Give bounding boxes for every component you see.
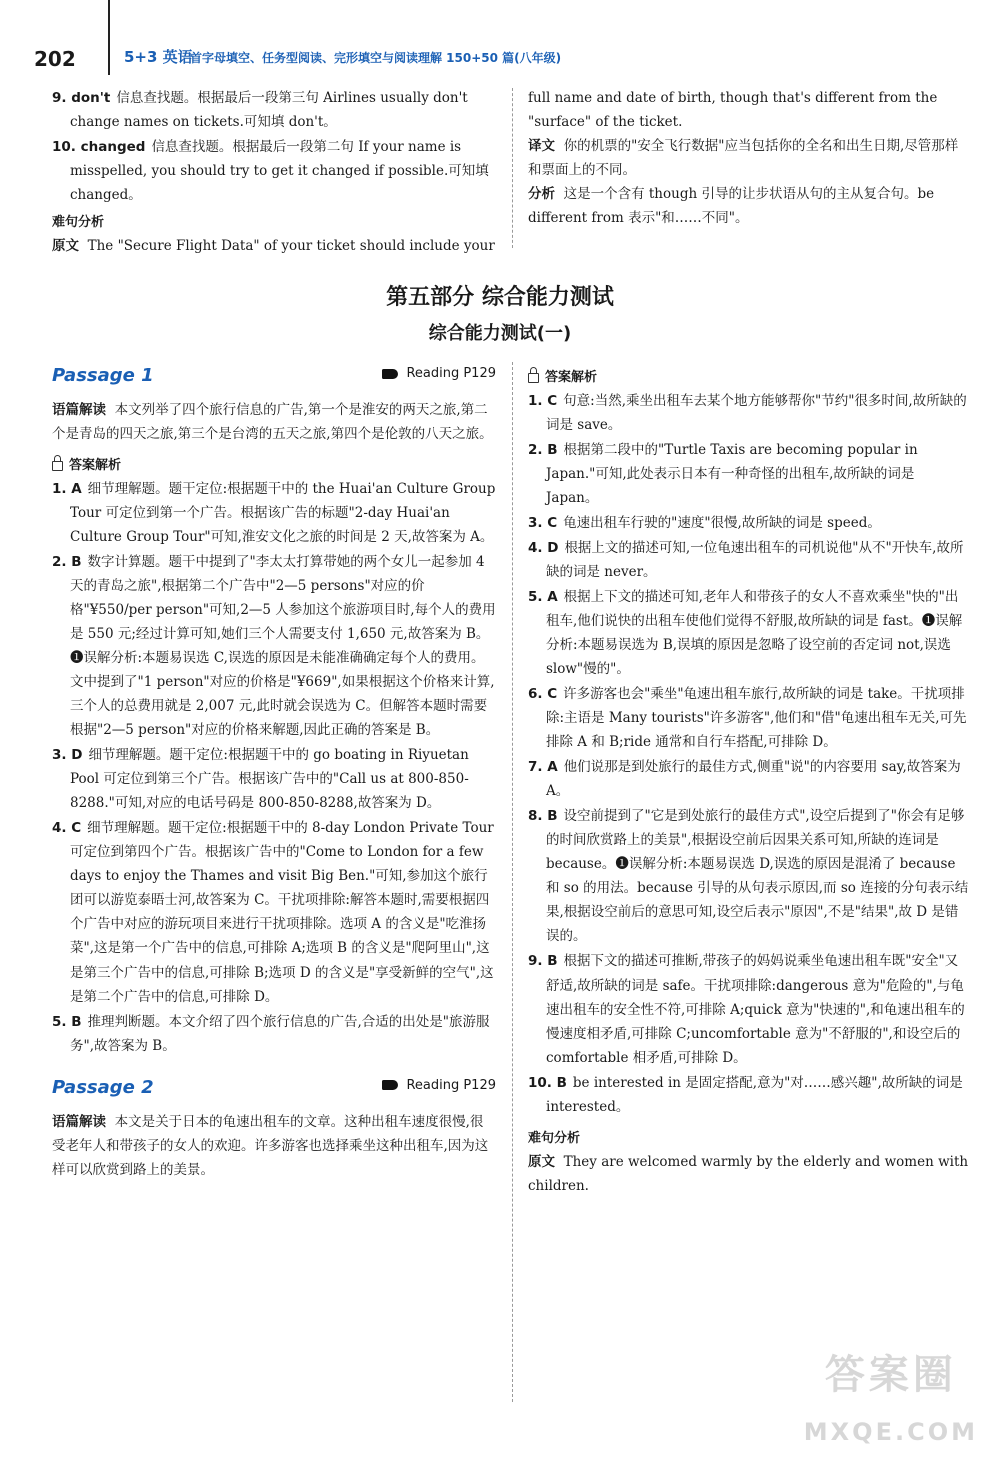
lock-icon — [528, 373, 539, 383]
list-item: 2. B 根据第二段中的"Turtle Taxis are becoming popular in Japan."可知,此处表示日本有一种奇怪的出租车,故所缺的词是 Japan。 — [528, 442, 918, 507]
original-sentence: 原文 The "Secure Flight Data" of your ticket should include your — [52, 238, 495, 255]
analysis: 分析 这是一个含有 though 引导的让步状语从句的主从复合句。be different from 表示"和……不同"。 — [528, 186, 935, 227]
list-item: 10. changed 信息查找题。根据最后一段第二句 If your name is misspelled, you should try to get it changed if possible.可知填 changed。 — [52, 139, 489, 204]
hard-sentence-heading: 难句分析 — [52, 215, 105, 231]
original-sentence: 原文 They are welcomed warmly by the elderly and women with children. — [528, 1153, 969, 1194]
list-item: 10. B be interested in 是固定搭配,意为"对……感兴趣",故所缺的词是 interested。 — [528, 1074, 963, 1115]
list-item: 3. C 龟速出租车行驶的"速度"很慢,故所缺的词是 speed。 — [528, 515, 881, 532]
passage2-reading-ref: Reading P129 — [382, 1074, 496, 1097]
pointing-hand-icon — [382, 369, 398, 379]
list-item: 7. A 他们说那是到处旅行的最佳方式,侧重"说"的内容要用 say,故答案为 A。 — [528, 759, 961, 800]
passage1-title: Passage 1 — [52, 365, 154, 386]
passage1-reading-ref: Reading P129 — [382, 362, 496, 385]
list-item: 6. C 许多游客也会"乘坐"龟速出租车旅行,故所缺的词是 take。干扰项排除:主语是 Many tourists"许多游客",他们和"借"龟速出租车无关,可先排除 A 和 B;ride 通常和自行车搭配,可排除 D。 — [528, 686, 967, 751]
page-number: 202 — [34, 47, 76, 71]
lock-icon — [52, 461, 63, 471]
pointing-hand-icon — [382, 1080, 398, 1090]
list-item: 1. A 细节理解题。题干定位:根据题干中的 the Huai'an Culture Group Tour 可定位到第一个广告。根据该广告的标题"2-day Huai'an Culture Group Tour"可知,淮安文化之旅的时间是 2 天,故答案为 A。 — [52, 481, 496, 546]
top-right-column — [528, 86, 970, 230]
right-column — [528, 366, 970, 1198]
list-item: 1. C 句意:当然,乘坐出租车去某个地方能够帮你"节约"很多时间,故所缺的词是 save。 — [528, 393, 967, 434]
translation: 译文 你的机票的"安全飞行数据"应当包括你的全名和出生日期,尽管那样和票面上的不同。 — [528, 138, 959, 179]
list-item: 5. B 推理判断题。本文介绍了四个旅行信息的广告,合适的出处是"旅游服务",故答案为 B。 — [52, 1013, 490, 1054]
header-title: 首字母填空、任务型阅读、完形填空与阅读理解 150+50 篇(八年级) — [190, 51, 562, 65]
passage2-title: Passage 2 — [52, 1076, 154, 1098]
list-item: 9. don't 信息查找题。根据最后一段第三句 Airlines usually don't change names on tickets.可知填 don't。 — [52, 90, 468, 131]
sentence-continuation: full name and date of birth, though that's different from the "surface" of the ticket. — [528, 90, 938, 131]
page-header — [20, 40, 980, 71]
section-title: 第五部分 综合能力测试 — [386, 285, 614, 310]
list-item: 2. B 数字计算题。题干中提到了"李太太打算带她的两个女儿一起参加 4 天的青岛之旅",根据第二个广告中"2—5 persons"对应的价格"¥550/per person"可知,2—5 人参加这个旅游项目时,每个人的费用是 550 元;经过计算可知,她们三个人需要支付 1,650 元,故答案为 B。❶误解分析:本题易误选 C,误选的原因是未能准确确定每个人的费用。文中提到了"1 person"对应的价格是"¥669",如果根据这个价格来计算,三个人的总费用就是 2,007 元,此时就会误选为 C。但解答本题时需要根据"2—5 person"对应的价格来解题,因此正确的答案是 B。 — [52, 554, 496, 739]
top-left-column — [52, 86, 496, 258]
passage1-answer-heading: 答案解析 — [52, 454, 496, 477]
list-item: 4. D 根据上文的描述可知,一位龟速出租车的司机说他"从不"开快车,故所缺的词是 never。 — [528, 540, 964, 581]
list-item: 5. A 根据上下文的描述可知,老年人和带孩子的女人不喜欢乘坐"快的"出租车,他们说快的出租车使他们觉得不舒服,故所缺的词是 fast。❶误解分析:本题易误选为 B,误填的原因是忽略了设空前的否定词 not,误选 slow"慢的"。 — [528, 589, 963, 678]
list-item: 3. D 细节理解题。题干定位:根据题干中的 go boating in Riyuetan Pool 可定位到第三个广告。根据该广告中的"Call us at 800-850-8288."可知,对应的电话号码是 800-850-8288,故答案为 D。 — [52, 747, 469, 812]
passage1-header — [52, 360, 496, 392]
hard-sentence-heading: 难句分析 — [528, 1130, 581, 1146]
passage2-answer-heading: 答案解析 — [528, 366, 970, 389]
left-column — [52, 360, 496, 1182]
list-item: 4. C 细节理解题。题干定位:根据题干中的 8-day London Private Tour 可定位到第四个广告。根据该广告中的"Come to London for a few days to enjoy the Thames and visit Big Ben."可知,参加这个旅行团可以游览泰晤士河,故答案为 C。干扰项排除:解答本题时,需要根据四个广告中对应的游玩项目来进行干扰项排除。选项 A 的含义是"吃淮扬菜",这是第一个广告中的信息,可排除 A;选项 B 的含义是"爬阿里山",这是第三个广告中的信息,可排除 B;选项 D 的含义是"享受新鲜的空气",这是第二个广告中的信息,可排除 D。 — [52, 820, 494, 1005]
watermark: 答案圈 MXQE.COM — [803, 1352, 978, 1447]
section-subtitle: 综合能力测试(一) — [428, 323, 572, 344]
header-divider — [108, 0, 110, 75]
passage2-header — [52, 1072, 496, 1104]
brand-logo: 5+3 英语 — [124, 48, 193, 66]
column-divider — [512, 362, 513, 1402]
list-item: 8. B 设空前提到了"它是到处旅行的最佳方式",设空后提到了"你会有足够的时间欣赏路上的美景",根据设空前后因果关系可知,所缺的连词是 because。❶误解分析:本题易误选 D,误选的原因是混淆了 because 和 so 的用法。because 引导的从句表示原因,而 so 连接的分句表示结果,根据设空前后的意思可知,设空后表示"原因",不是"结果",故 D 是错误的。 — [528, 808, 969, 945]
passage2-summary: 语篇解读 本文是关于日本的龟速出租车的文章。这种出租车速度很慢,很受老年人和带孩子的女人的欢迎。许多游客也选择乘坐这种出租车,因为这样可以欣赏到路上的美景。 — [52, 1113, 489, 1178]
column-divider — [512, 88, 513, 248]
list-item: 9. B 根据下文的描述可推断,带孩子的妈妈说乘坐龟速出租车既"安全"又舒适,故所缺的词是 safe。干扰项排除:dangerous 意为"危险的",与龟速出租车的安全性不符,可排除 A;quick 意为"快速的",和龟速出租车的慢速度相矛盾,可排除 C;uncomfortable 意为"不舒服的",和设空后的 comfortable 相矛盾,可排除 D。 — [528, 953, 965, 1066]
passage1-summary: 语篇解读 本文列举了四个旅行信息的广告,第一个是淮安的两天之旅,第二个是青岛的四天之旅,第三个是台湾的五天之旅,第四个是伦敦的八天之旅。 — [52, 402, 493, 443]
